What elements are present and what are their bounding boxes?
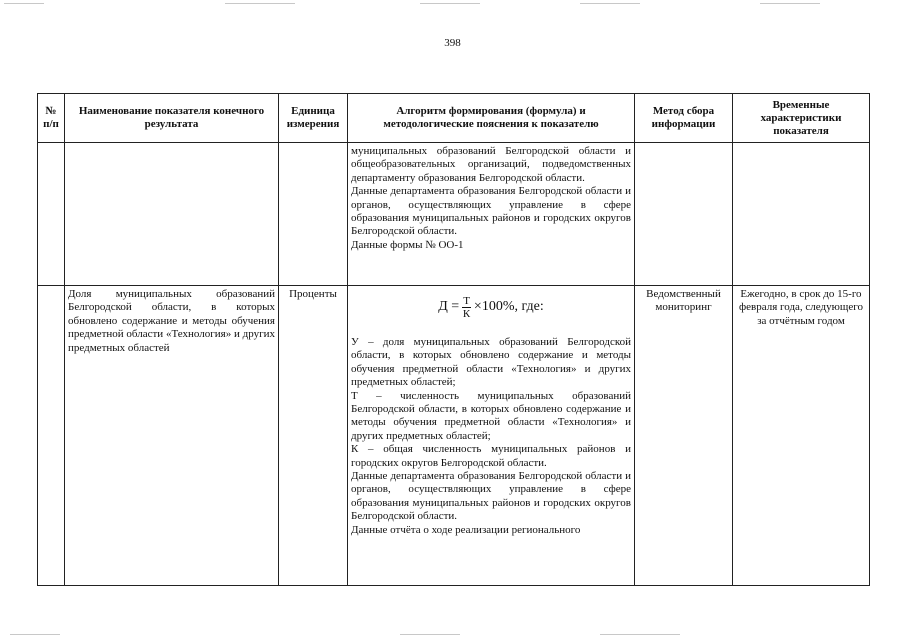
collection-method-text: Ведомственный мониторинг xyxy=(646,288,721,314)
indicators-table xyxy=(37,93,870,586)
algorithm-text: Данные департамента образования Белгородской области и органов, осуществляющих управление в сфере образования муниципальных районов и городских округов Белгородской области. xyxy=(351,470,631,523)
cell-collection-method xyxy=(635,143,733,286)
header-collection-method: Метод сбора информации xyxy=(635,94,733,143)
algorithm-text: муниципальных образований Белгородской области и общеобразовательных организаций, подведомственных департаменту образования Белгородской области. xyxy=(351,145,631,184)
cell-time-characteristics xyxy=(733,143,870,286)
scan-edge-line xyxy=(400,634,460,635)
cell-time-characteristics xyxy=(733,286,870,586)
indicator-name-text: Доля муниципальных образований Белгородской области, в которых обновлено содержание и методы обучения предметной области «Технология» и других предметных областей xyxy=(68,288,275,354)
cell-unit xyxy=(279,286,348,586)
unit-text: Проценты xyxy=(289,288,337,300)
formula-lhs: Д = xyxy=(438,299,460,315)
cell-unit xyxy=(279,143,348,286)
cell-number xyxy=(38,286,65,586)
algorithm-text: Данные формы № ОО-1 xyxy=(351,238,464,251)
formula-numerator: Т xyxy=(463,294,470,307)
algorithm-text: Данные департамента образования Белгородской области и органов, осуществляющих управление в сфере образования муниципальных районов и городских округов Белгородской области. xyxy=(351,185,631,238)
time-characteristics-text: Ежегодно, в срок до 15-го февраля года, следующего за отчётным годом xyxy=(739,288,863,327)
scan-edge-line xyxy=(600,634,680,635)
algorithm-text: Т – численность муниципальных образований Белгородской области, в которых обновлено содержание и методы обучения предметной области «Технология» и других предметных областей; xyxy=(351,389,631,442)
formula xyxy=(351,290,631,324)
scan-edge-line xyxy=(10,634,60,635)
header-algorithm: Алгоритм формирования (формула) и методологические пояснения к показателю xyxy=(348,94,635,143)
algorithm-text: Данные отчёта о ходе реализации регионального xyxy=(351,523,581,536)
table-header-row xyxy=(38,94,870,143)
cell-algorithm xyxy=(348,286,635,586)
header-indicator-name: Наименование показателя конечного результата xyxy=(65,94,279,143)
cell-indicator-name xyxy=(65,143,279,286)
scan-edge-line xyxy=(760,3,820,4)
scan-edge-line xyxy=(4,3,44,4)
header-number: № п/п xyxy=(38,94,65,143)
table-row xyxy=(38,143,870,286)
table-row xyxy=(38,286,870,586)
scan-edge-line xyxy=(225,3,295,4)
formula-rhs: ×100%, где: xyxy=(473,299,544,315)
algorithm-text: У – доля муниципальных образований Белгородской области, в которых обновлено содержание и методы обучения предметной области «Технология» и других предметных областей; xyxy=(351,336,631,389)
cell-indicator-name xyxy=(65,286,279,586)
spacer xyxy=(351,328,631,336)
header-time-characteristics: Временные характеристики показателя xyxy=(733,94,870,143)
cell-number xyxy=(38,143,65,286)
algorithm-text: К – общая численность муниципальных районов и городских округов Белгородской области. xyxy=(351,443,631,469)
page-number: 398 xyxy=(444,37,461,49)
formula-denominator: К xyxy=(462,307,471,320)
header-unit: Единица измерения xyxy=(279,94,348,143)
cell-collection-method xyxy=(635,286,733,586)
scan-edge-line xyxy=(580,3,640,4)
cell-algorithm xyxy=(348,143,635,286)
scan-edge-line xyxy=(420,3,480,4)
formula-fraction xyxy=(462,295,471,320)
